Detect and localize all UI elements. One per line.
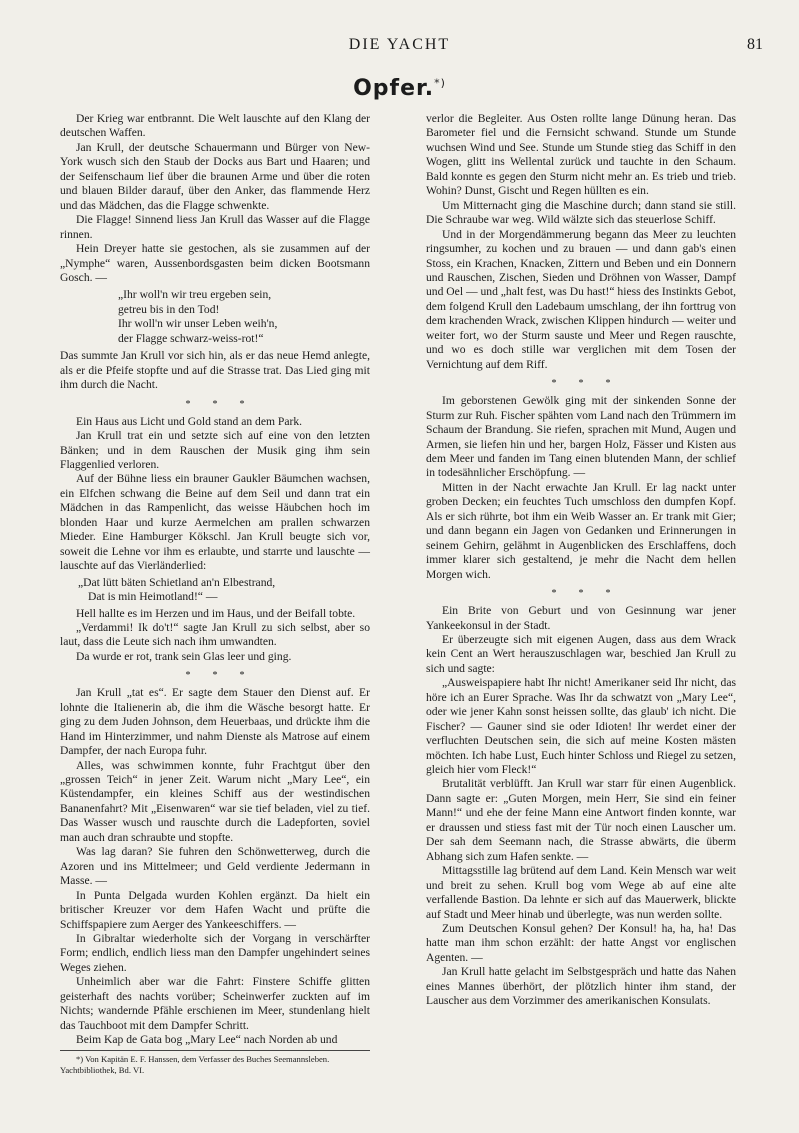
- paragraph: verlor die Begleiter. Aus Osten rollte lange Dünung heran. Das Barometer fiel und die Fernsicht schwand. Stunde um Stunde wuchsen Wind und See. Stunde um Stunde stieg das Schiff in den Wogen, glitt ins Wellental zurück und tauchte in den Schaum. Bald konnte es gegen den Sturm nicht mehr an. Es trieb und trieb. Wohin? Dunst, Gischt und Regen hüllten es ein.: [426, 112, 736, 198]
- footnote: [60, 1050, 370, 1076]
- star: *: [605, 588, 633, 600]
- paragraph: Alles, was schwimmen konnte, fuhr Frachtgut über den „grossen Teich“ in jener Zeit. Warum nicht „Mary Lee“, ein Küstendampfer, ein kleines Schiff aus der westindischen Bananenfahrt? Mit „Eisenwaren“ war sie tief beladen, viel zu tief. Das Wasser wusch und rauschte durch die Ladepforten, soviel man auch dran schraubte und stopfte.: [60, 758, 370, 844]
- paragraph: Mittagsstille lag brütend auf dem Land. Kein Mensch war weit und breit zu sehen. Krull bog vom Wege ab auf eine alte verfallende Bastion. Da lehnte er sich auf das Mauerwerk, blickte auf Stadt und Meer hinab und überlegte, was nun werden sollte.: [426, 864, 736, 921]
- paragraph: Er überzeugte sich mit eigenen Augen, dass aus dem Wrack kein Cent an Wert herauszuschlagen war, beschied Jan Krull zu sich und sagte:: [426, 632, 736, 675]
- paragraph: Mitten in der Nacht erwachte Jan Krull. Er lag nackt unter groben Decken; ein feuchtes Tuch umschloss den dumpfen Kopf. Als er sich rührte, bot ihm ein Weib Wasser an. Er trank mit Gier; und dann begann ein Jagen von Gedanken und Erinnerungen in seinem Gehirn, gelähmt in Augenblicken des Erschlaffens, doch immer klarer sich gestaltend, je mehr die Nacht dem hellen Morgen wich.: [426, 480, 736, 581]
- star: *: [239, 670, 267, 682]
- paragraph: Zum Deutschen Konsul gehen? Der Konsul! ha, ha, ha! Das hatte man ihm schon erzählt: der hatte Angst vor englischen Agenten. —: [426, 922, 736, 964]
- paragraph: Und in der Morgendämmerung begann das Meer zu leuchten ringsumher, zu kochen und zu brauen — und dann gab's einen Stoss, ein Krachen, Knacken, Zittern und Beben und ein Donnern und Rauschen, Zischen, Sieden und Dröhnen von Wasser, Dampf und Oel — und „halt fest, was Du hast!“ hiess des Instinkts Gebot, dem folgend Krull den Ladebaum umschlang, der ihn forttrug von dem krachenden Wrack, zwischen Klippen hindurch — weiter und weiter fort, wo der Sturm sauste und Meer und Regen rauschte, und wo es doch stille war verglichen mit dem Tosen der Vernichtung auf dem Riff.: [426, 227, 736, 371]
- paragraph: Ein Haus aus Licht und Gold stand an dem Park.: [76, 414, 303, 428]
- paragraph: Jan Krull trat ein und setzte sich auf eine von den letzten Bänken; und in dem Rauschen der Musik ging ihm sein Flaggenlied verloren.: [60, 429, 370, 471]
- paragraph: Die Flagge! Sinnend liess Jan Krull das Wasser auf die Flagge rinnen.: [60, 213, 370, 241]
- section-divider: [60, 399, 370, 411]
- paragraph: In Punta Delgada wurden Kohlen ergänzt. Da hielt ein britischer Kreuzer vor dem Hafen Wacht und prüfte die Schiffspapiere zum Aerger des Yankeeschiffers. —: [60, 888, 370, 931]
- verse-line: „Dat lütt bäten Schietland an'n Elbestrand,: [78, 575, 276, 589]
- paragraph: Beim Kap de Gata bog „Mary Lee“ nach Norden ab und: [76, 1033, 338, 1047]
- left-column: [60, 112, 370, 1048]
- star: *: [551, 588, 579, 600]
- section-divider: [426, 378, 736, 390]
- section-divider: [60, 670, 370, 682]
- article-title: [0, 76, 799, 101]
- running-header: DIE YACHT: [348, 36, 451, 53]
- paragraph: Der Krieg war entbrannt. Die Welt lauschte auf den Klang der deutschen Waffen.: [60, 112, 370, 140]
- paragraph: In Gibraltar wiederholte sich der Vorgang in verschärfter Form; endlich, endlich liess man den Dampfer ungehindert seines Weges ziehen.: [60, 932, 370, 974]
- article-title-text: Opfer.: [353, 76, 435, 101]
- star: *: [578, 588, 606, 600]
- paragraph: Auf der Bühne liess ein brauner Gaukler Bäumchen wachsen, ein Elfchen schwang die Beine auf dem Seil und dann trat ein Mädchen in das Rampenlicht, das weisse Häubchen hoch im blonden Haar und kurze Aermelchen am prallen schwarzen Mieder. Eine Hamburger Kökschl. Jan Krull beugte sich vor, soweit die Lehne vor ihm es erlaubte, und starrte und lauschte — lauschte auf das Vierländerlied:: [60, 472, 370, 573]
- paragraph: „Ausweispapiere habt Ihr nicht! Amerikaner seid Ihr nicht, das höre ich an Eurer Sprache. Was Ihr da schwatzt von „Mary Lee“, oder wie jener Kahn sonst heissen sollte, das glaub' ich nicht. Die Fischer? — Gauner sind sie oder Idioten! Ihr werdet einer der verfluchten Deutschen sein, die sich auf meine Kosten mästen möchten. Ich habe Lust, Euch hinter Schloss und Riegel zu setzen, gleich hier vom Fleck!“: [426, 676, 736, 777]
- paragraph: Um Mitternacht ging die Maschine durch; dann stand sie still. Die Schraube war weg. Wild wälzte sich das steuerlose Schiff.: [426, 198, 736, 227]
- star: *: [239, 398, 267, 410]
- paragraph: Hein Dreyer hatte sie gestochen, als sie zusammen auf der „Nymphe“ waren, Aussenbordsgasten beim dicken Bootsmann Gosch. —: [60, 242, 370, 284]
- paragraph: Was lag daran? Sie fuhren den Schönwetterweg, durch die Azoren und ins Mittelmeer; und Geld verdiente Jedermann in Masse. —: [60, 845, 370, 888]
- right-column: [426, 112, 736, 1009]
- song-verse: [118, 288, 370, 346]
- section-divider: [426, 588, 736, 600]
- song-verse: [78, 576, 370, 605]
- paragraph: Unheimlich aber war die Fahrt: Finstere Schiffe glitten geisterhaft des nachts vorüber; Scheinwerfer zuckten auf im Nichts; wandernde Pfähle erschienen im Meer, stundenlang hielt das Tauchboot mit dem Dampfer Schritt.: [60, 975, 370, 1032]
- verse-line: Ihr woll'n wir unser Leben weih'n,: [118, 317, 278, 331]
- star: *: [185, 670, 213, 682]
- paragraph: Im geborstenen Gewölk ging mit der sinkenden Sonne der Sturm zur Ruh. Fischer spähten vom Land nach den Trümmern im Schaum der Brandung. Sie riefen, sprachen mit Mund, Augen und Armen, sie liefen hin und her, bargen Holz, Fässer und Kisten aus dem Meer und fanden im Tang einen blutenden Mann, der schlief in todesähnlicher Erschöpfung. —: [426, 394, 736, 480]
- star: *: [212, 670, 240, 682]
- footnote-text: *) Von Kapitän E. F. Hanssen, dem Verfasser des Buches Seemannsleben. Yachtbibliothek, Bd. VI.: [60, 1054, 330, 1075]
- paragraph: Hell hallte es im Herzen und im Haus, und der Beifall tobte.: [76, 606, 356, 620]
- verse-line: Dat is min Heimotland!“ —: [88, 590, 218, 604]
- paragraph: Das summte Jan Krull vor sich hin, als er das neue Hemd anlegte, als er die Pfeife stopfte und auf die Strasse trat. Das Lied ging mit ihm durch die Nacht.: [60, 349, 370, 392]
- paragraph: Jan Krull, der deutsche Schauermann und Bürger von New-York wusch sich den Staub der Docks aus Bart und Haaren; und der Seifenschaum lief über die braunen Arme und über die roten und blauen Bilder darauf, über den Anker, das flammende Herz und das Mädchen, das die Flagge schwenkte.: [60, 140, 370, 212]
- paragraph: Jan Krull „tat es“. Er sagte dem Stauer den Dienst auf. Er lohnte die Italienerin ab, die ihm die Wäsche besorgt hatte. Er ging zu dem Juden Johnson, dem Heuerbaas, und drückte ihm die Hand im Hinterzimmer, und nahm Dienste als Matrose auf einem Dampfer, der nach Europa fuhr.: [60, 686, 370, 758]
- star: *: [212, 398, 240, 410]
- paragraph: Jan Krull hatte gelacht im Selbstgespräch und hatte das Nahen eines Mannes überhört, der plötzlich hinter ihm stand, der Lauscher aus dem Vorzimmer des amerikanischen Konsulats.: [426, 965, 736, 1008]
- verse-line: der Flagge schwarz-weiss-rot!“: [118, 331, 264, 345]
- paragraph: Da wurde er rot, trank sein Glas leer und ging.: [76, 649, 292, 663]
- paragraph: „Verdammi! Ik do't!“ sagte Jan Krull zu sich selbst, aber so laut, dass die Leute sich nach ihm umwandten.: [60, 620, 370, 649]
- paragraph: Brutalität verblüfft. Jan Krull war starr für einen Augenblick. Dann sagte er: „Guten Morgen, mein Herr, Sie sind ein feiner Mann!“ und ehe der feine Mann eine Antwort finden konnte, war er draussen und stiess fast mit der Tür noch einen Lauscher um. Der sah dem Seemann nach, die Strasse abwärts, die überm Abhang sich zum Hafen senkte. —: [426, 777, 736, 863]
- verse-line: „Ihr woll'n wir treu ergeben sein,: [118, 288, 272, 302]
- star: *: [551, 378, 579, 390]
- paragraph: Ein Brite von Geburt und von Gesinnung war jener Yankeekonsul in der Stadt.: [426, 604, 736, 632]
- footnote-mark: *): [434, 76, 446, 90]
- star: *: [185, 398, 213, 410]
- star: *: [605, 378, 633, 390]
- verse-line: getreu bis in den Tod!: [118, 302, 220, 316]
- star: *: [578, 378, 606, 390]
- page-number: 81: [747, 36, 763, 53]
